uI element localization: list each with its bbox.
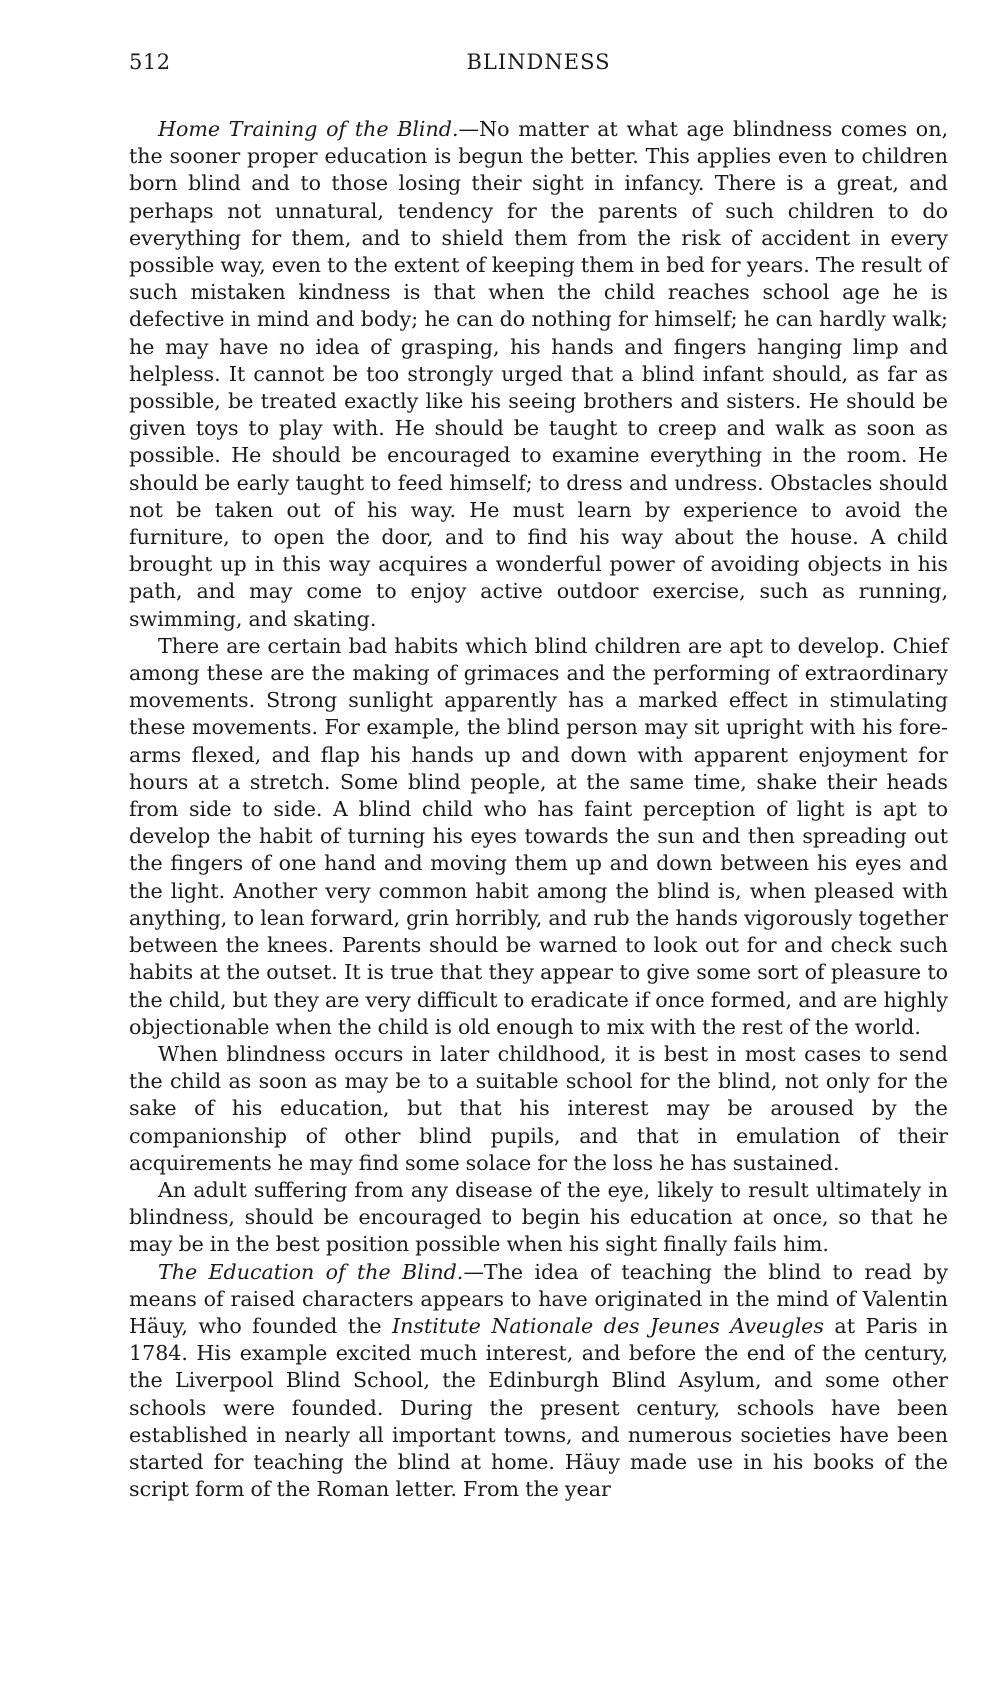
paragraph-text: at Paris in 1784. His example excited much interest, and before the end of the century, the Liverpool Blind School, the Edinburgh Blind Asylum, and some other schools were founded. During the present century, schools have been established in nearly all important towns, and numerous societies have been started for teaching the blind at home. Häuy made use in his books of the script form of the Roman letter. From the year: [129, 1313, 949, 1502]
body-text: [129, 116, 948, 1503]
paragraph-education-of-blind: [129, 1259, 948, 1504]
paragraph-home-training: [129, 116, 948, 633]
running-head: [129, 48, 948, 76]
running-title: BLINDNESS: [466, 50, 611, 74]
paragraph-text: There are certain bad habits which blind children are apt to develop. Chief among these are the making of grimaces and the performing of extraordinary movements. Strong sunlight apparently has a marked effect in stimulating these movements. For example, the blind person may sit upright with his fore-arms flexed, and flap his hands up and down with apparent enjoyment for hours at a stretch. Some blind people, at the same time, shake their heads from side to side. A blind child who has faint perception of light is apt to develop the habit of turning his eyes towards the sun and then spreading out the fingers of one hand and moving them up and down between his eyes and the light. Another very common habit among the blind is, when pleased with anything, to lean forward, grin horribly, and rub the hands vigorously together between the knees. Parents should be warned to look out for and check such habits at the outset. It is true that they appear to give some sort of pleasure to the child, but they are very difficult to eradicate if once formed, and are highly objectionable when the child is old enough to mix with the rest of the world.: [129, 633, 948, 1039]
paragraph-text: An adult suffering from any disease of the eye, likely to result ultimately in blindness, should be encouraged to begin his education at once, so that he may be in the best position possible when his sight finally fails him.: [129, 1177, 948, 1257]
paragraph-later-childhood: [129, 1041, 948, 1177]
paragraph-bad-habits: [129, 633, 948, 1041]
paragraph-text: When blindness occurs in later childhood, it is best in most cases to send the child as soon as may be to a suitable school for the blind, not only for the sake of his education, but that his interest may be aroused by the companionship of other blind pupils, and that in emulation of their acquirements he may find some solace for the loss he has sustained.: [129, 1041, 948, 1175]
section-heading-home-training: Home Training of the Blind.: [158, 117, 459, 141]
section-heading-education: The Education of the Blind.: [158, 1259, 464, 1284]
institution-title: Institute Nationale des Jeunes Aveugles: [392, 1313, 824, 1338]
paragraph-text: —The idea of teaching the blind to read by means of raised characters appears to have originated in the mind of Valentin Häuy, who founded the: [129, 1259, 948, 1338]
paragraph-text: —No matter at what age blindness comes on, the sooner proper education is begun the better. This applies even to children born blind and to those losing their sight in infancy. There is a great, and perhaps not unnatural, tendency for the parents of such children to do everything for them, and to shield them from the risk of accident in every possible way, even to the extent of keeping them in bed for years. The result of such mistaken kindness is that when the child reaches school age he is defective in mind and body; he can do nothing for himself; he can hardly walk; he may have no idea of grasping, his hands and fingers hanging limp and helpless. It cannot be too strongly urged that a blind infant should, as far as possible, be treated exactly like his seeing brothers and sisters. He should be given toys to play with. He should be taught to creep and walk as soon as possible. He should be encouraged to examine everything in the room. He should be early taught to feed himself; to dress and undress. Obstacles should not be taken out of his way. He must learn by experience to avoid the furniture, to open the door, and to find his way about the house. A child brought up in this way acquires a wonderful power of avoiding objects in his path, and may come to enjoy active outdoor exercise, such as running, swimming, and skating.: [129, 117, 949, 631]
page-number: 512: [129, 50, 171, 74]
paragraph-adult: [129, 1177, 948, 1259]
